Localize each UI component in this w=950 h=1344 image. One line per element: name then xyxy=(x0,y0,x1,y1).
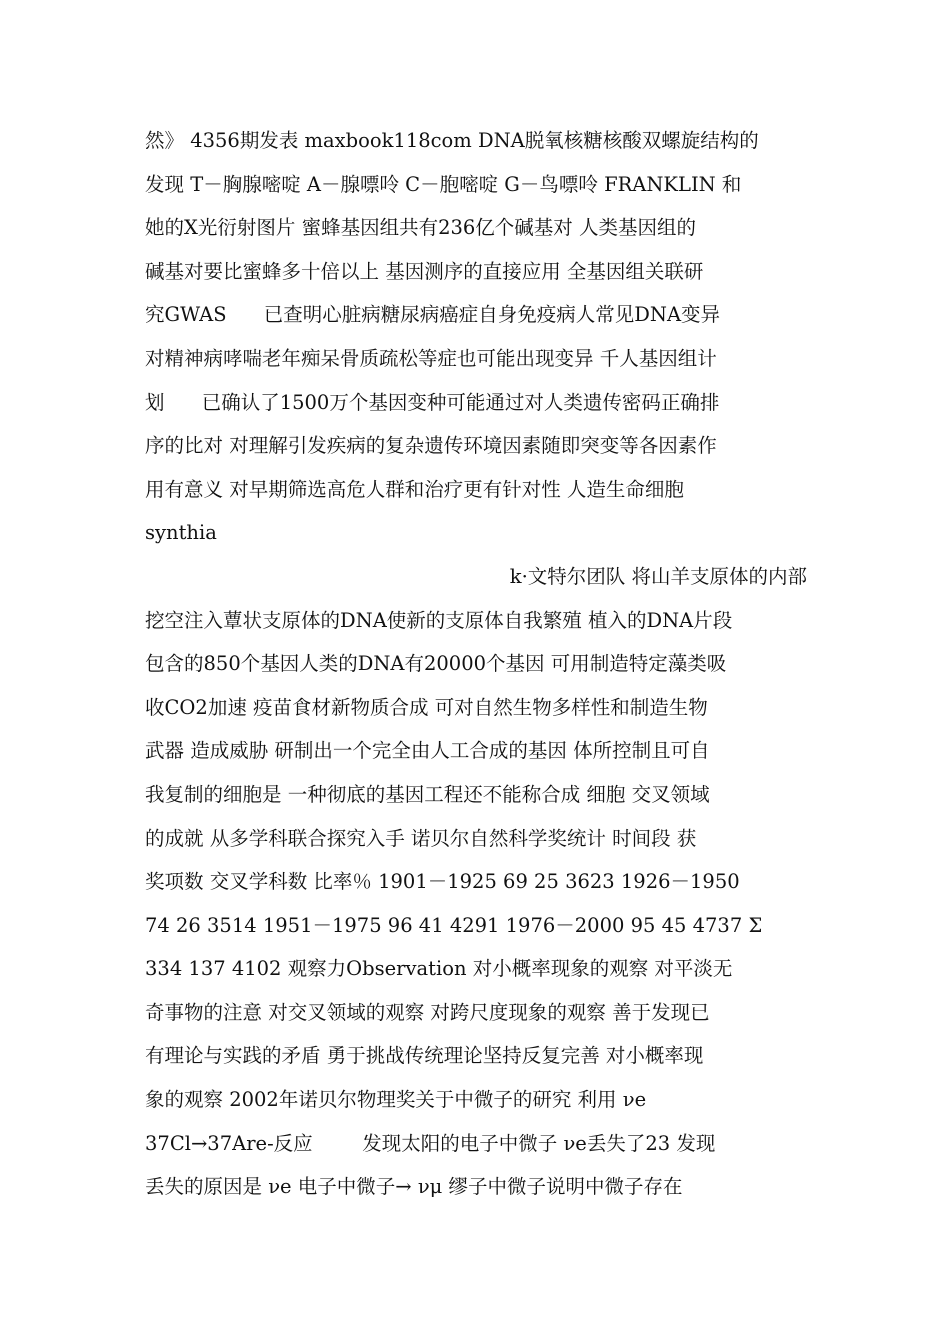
text-line-4: 碱基对要比蜜蜂多十倍以上 基因测序的直接应用 全基因组关联研 xyxy=(145,259,704,283)
text-line-20: 334 137 4102 观察力Observation 对小概率现象的观察 对平淡无 xyxy=(145,957,733,981)
text-line-11: k·文特尔团队 将山羊支原体的内部 xyxy=(509,564,807,588)
text-line-19: 74 26 3514 1951－1975 96 41 4291 1976－2000 95 45 4737 Σ xyxy=(145,913,763,937)
body-text xyxy=(145,119,807,1209)
text-line-14: 收CO2加速 疫苗食材新物质合成 可对自然生物多样性和制造生物 xyxy=(145,695,708,719)
text-line-5: 究GWAS 已查明心脏病糖尿病癌症自身免疫病人常见DNA变异 xyxy=(145,303,721,327)
text-line-15: 武器 造成威胁 研制出一个完全由人工合成的基因 体所控制且可自 xyxy=(145,739,710,763)
text-line-17: 的成就 从多学科联合探究入手 诺贝尔自然科学奖统计 时间段 获 xyxy=(145,826,697,850)
text-line-24: 37Cl→37Are-反应 发现太阳的电子中微子 νe丢失了23 发现 xyxy=(145,1131,716,1155)
text-line-2: 发现 T－胸腺嘧啶 A－腺嘌呤 C－胞嘧啶 G－鸟嘌呤 FRANKLIN 和 xyxy=(145,172,742,196)
text-line-6: 对精神病哮喘老年痴呆骨质疏松等症也可能出现变异 千人基因组计 xyxy=(145,346,717,370)
text-line-12: 挖空注入蕈状支原体的DNA使新的支原体自我繁殖 植入的DNA片段 xyxy=(145,608,733,632)
text-line-1: 然》 4356期发表 maxbook118com DNA脱氧核糖核酸双螺旋结构的 xyxy=(145,129,759,152)
text-line-7: 划 已确认了1500万个基因变种可能通过对人类遗传密码正确排 xyxy=(145,390,720,414)
text-line-21: 奇事物的注意 对交叉领域的观察 对跨尺度现象的观察 善于发现已 xyxy=(145,1000,710,1024)
text-line-16: 我复制的细胞是 一种彻底的基因工程还不能称合成 细胞 交叉领域 xyxy=(145,782,710,806)
text-line-3: 她的X光衍射图片 蜜蜂基因组共有236亿个碱基对 人类基因组的 xyxy=(145,216,696,240)
text-line-25: 丢失的原因是 νe 电子中微子→ νμ 缪子中微子说明中微子存在 xyxy=(145,1175,683,1199)
text-line-10: synthia xyxy=(145,521,217,545)
text-line-18: 奖项数 交叉学科数 比率％ 1901－1925 69 25 3623 1926－1950 xyxy=(145,870,740,894)
text-line-8: 序的比对 对理解引发疾病的复杂遗传环境因素随即突变等各因素作 xyxy=(145,434,717,458)
text-line-22: 有理论与实践的矛盾 勇于挑战传统理论坚持反复完善 对小概率现 xyxy=(145,1044,704,1068)
text-line-23: 象的观察 2002年诺贝尔物理奖关于中微子的研究 利用 νe xyxy=(145,1088,647,1112)
text-line-9: 用有意义 对早期筛选高危人群和治疗更有针对性 人造生命细胞 xyxy=(145,477,684,501)
text-line-13: 包含的850个基因人类的DNA有20000个基因 可用制造特定藻类吸 xyxy=(145,652,727,676)
